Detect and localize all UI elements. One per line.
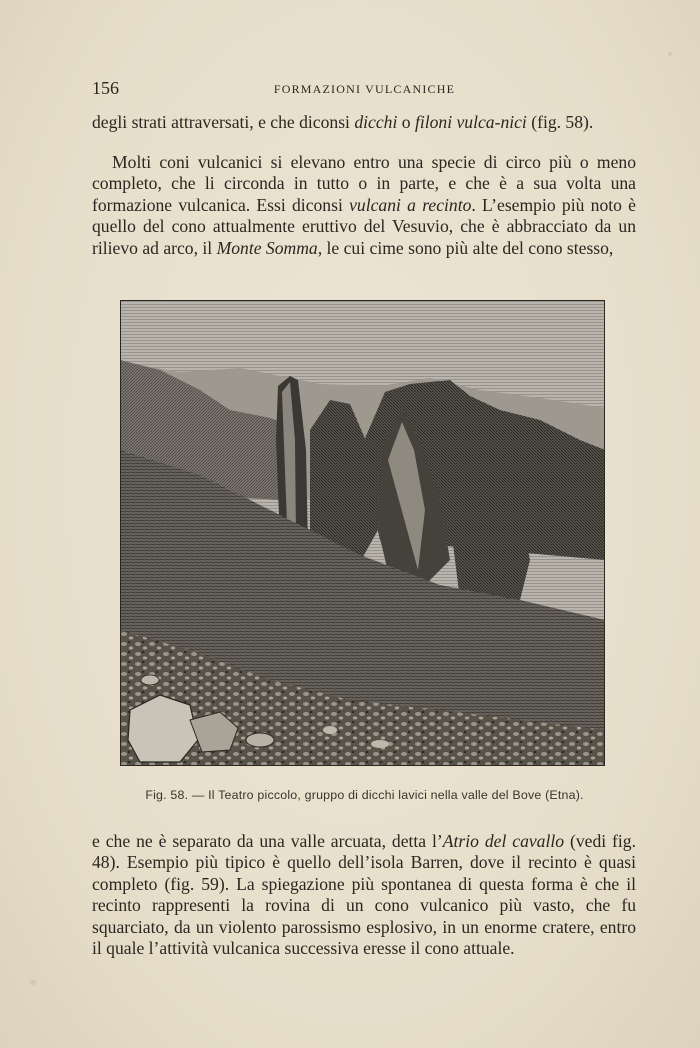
p1-italic-2: filoni vulca-nici	[414, 112, 527, 132]
paper-spot	[30, 980, 36, 985]
p2-text-2: . L’esempio più noto è quello del cono attualmente eruttivo del Vesuvio, che è abbracciato da un rilievo ad arco, il	[92, 194, 636, 258]
p2-italic-2: Monte Somma,	[216, 237, 323, 258]
p3-text: e che ne è separato da una valle arcuata, detta l’	[92, 831, 443, 851]
paragraph-1	[92, 112, 636, 133]
engraving-illustration	[120, 300, 605, 766]
page-header	[92, 78, 637, 100]
paragraph-2	[92, 152, 636, 259]
p3-text-2: (vedi fig. 48). Esempio più tipico è quello dell’isola Barren, dove il recinto è quasi completo (fig. 59). La spiegazione più spontanea di questa forma è che il recinto rappresenti la rovina di un cono vulcanico più vasto, che fu squarciato, da un violento parossismo esplosivo, in un enorme cratere, entro il quale l’attività vulcanica successiva eresse il cono attuale.	[92, 831, 636, 959]
p1-text-2: o	[397, 112, 415, 132]
p2-italic-1: vulcani a recinto	[349, 194, 472, 215]
p2-text-3: le cui cime sono più alte del cono stesso,	[322, 237, 614, 258]
paragraph-3	[92, 831, 636, 959]
running-head: FORMAZIONI VULCANICHE	[273, 82, 456, 96]
figure-engraving	[120, 300, 605, 766]
p1-text-3: (fig. 58).	[526, 112, 594, 132]
page-number: 156	[92, 78, 119, 98]
paper-spot	[668, 52, 672, 56]
figure-caption: Fig. 58. — Il Teatro piccolo, gruppo di dicchi lavici nella valle del Bove (Etna).	[145, 788, 584, 802]
p2-text: Molti coni vulcanici si elevano entro una specie di circo più o meno completo, che li circonda in tutto o in parte, e che è a sua volta una formazione vulcanica. Essi diconsi	[92, 152, 636, 215]
p3-italic-1: Atrio del cavallo	[442, 831, 565, 851]
p1-text: degli strati attraversati, e che diconsi	[92, 112, 355, 132]
p1-italic-1: dicchi	[354, 112, 398, 132]
